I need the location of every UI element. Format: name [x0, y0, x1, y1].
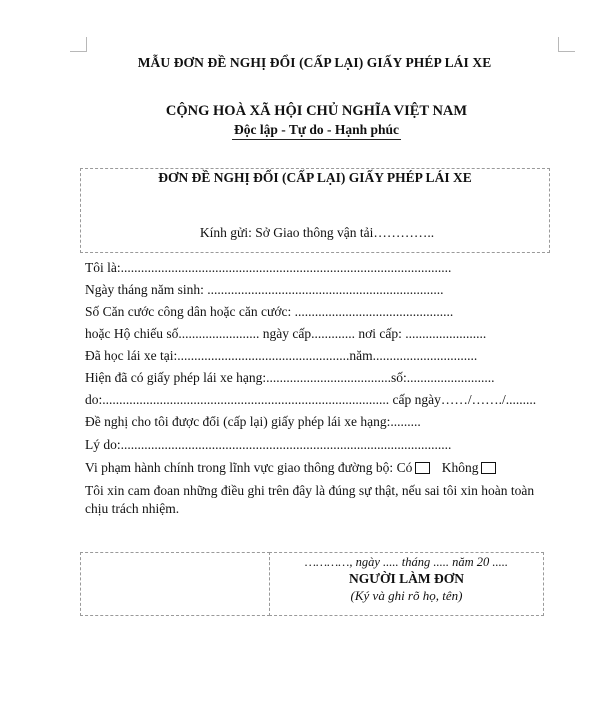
motto: Độc lập - Tự do - Hạnh phúc [232, 122, 401, 140]
national-title: CỘNG HOÀ XÃ HỘI CHỦ NGHĨA VIỆT NAM [165, 103, 468, 119]
signature-note: (Ký và ghi rõ họ, tên) [350, 588, 463, 603]
recipient-line: Kính gửi: Sở Giao thông vận tải………….. [199, 225, 435, 240]
field-name[interactable]: Tôi là:.................................................................................................. [85, 260, 452, 275]
violation-label: Vi phạm hành chính trong lĩnh vực giao thông đường bộ: [85, 460, 394, 475]
field-date-of-birth[interactable]: Ngày tháng năm sinh: ...................................................................... [85, 282, 444, 297]
signature-date-line[interactable]: …………, ngày ..... tháng ..... năm 20 ..... [304, 555, 509, 569]
form-heading: ĐƠN ĐỀ NGHỊ ĐỔI (CẤP LẠI) GIẤY PHÉP LÁI XE [158, 170, 472, 185]
declaration-text: Tôi xin cam đoan những điều ghi trên đây là đúng sự thật, nếu sai tôi xin hoàn toàn chịu trách nhiệm. [85, 483, 535, 516]
violation-row [85, 460, 496, 476]
crop-mark-top-right [558, 37, 575, 52]
field-driving-school[interactable]: Đã học lái xe tại:...................................................năm............................... [85, 348, 478, 363]
document-title: MẪU ĐƠN ĐỀ NGHỊ ĐỔI (CẤP LẠI) GIẤY PHÉP LÁI XE [137, 55, 492, 70]
violation-yes-label: Có [396, 460, 413, 475]
motto-line [0, 121, 611, 140]
signature-title: NGƯỜI LÀM ĐƠN [349, 571, 464, 586]
violation-no-label: Không [441, 460, 479, 475]
field-passport[interactable]: hoặc Hộ chiếu số........................ ngày cấp............. nơi cấp: ........................ [85, 326, 487, 341]
violation-yes-checkbox[interactable] [415, 462, 430, 474]
field-id-card[interactable]: Số Căn cước công dân hoặc căn cước: ............................................... [85, 304, 454, 319]
crop-mark-top-left [70, 37, 87, 52]
field-license-class[interactable]: Hiện đã có giấy phép lái xe hạng:.....................................số:.......................... [85, 370, 495, 385]
field-requested-class[interactable]: Đề nghị cho tôi được đổi (cấp lại) giấy phép lái xe hạng:......... [85, 414, 421, 429]
signature-table-left-cell [80, 552, 270, 616]
violation-no-checkbox[interactable] [481, 462, 496, 474]
field-reason[interactable]: Lý do:.................................................................................................. [85, 437, 452, 452]
field-license-issuer[interactable]: do:..................................................................................... cấp ngày……/……./......... [85, 392, 537, 407]
